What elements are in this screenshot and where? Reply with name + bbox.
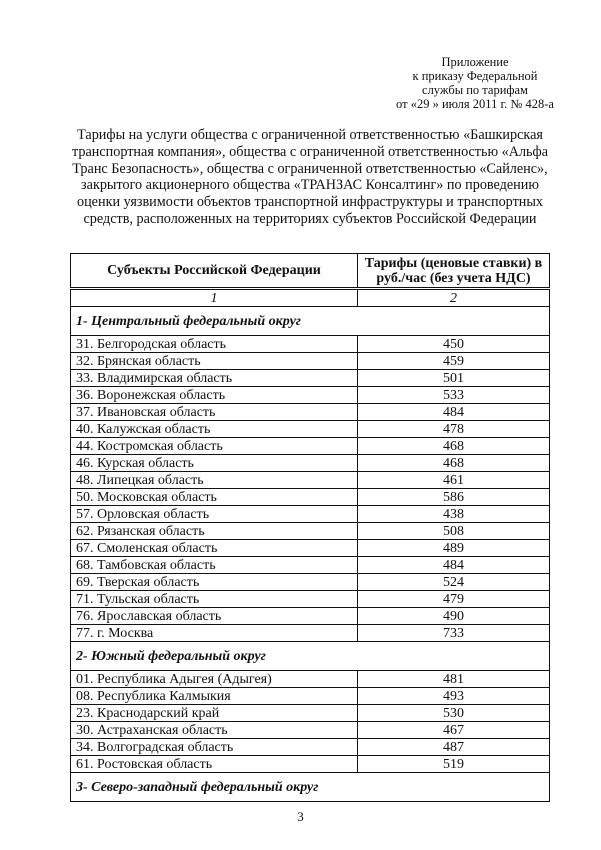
table-row	[71, 722, 550, 739]
tariff-value: 733	[358, 625, 550, 642]
tariff-value: 467	[358, 722, 550, 739]
region-name: 69. Тверская область	[71, 574, 358, 591]
tariff-value: 524	[358, 574, 550, 591]
tariff-value: 484	[358, 557, 550, 574]
section-header-row	[71, 642, 550, 671]
region-name: 01. Республика Адыгея (Адыгея)	[71, 671, 358, 688]
section-header-row	[71, 307, 550, 336]
region-name: 36. Воронежская область	[71, 387, 358, 404]
tariff-value: 493	[358, 688, 550, 705]
table-row	[71, 557, 550, 574]
document-title	[50, 127, 570, 228]
column-header-tariff: Тарифы (ценовые ставки) в руб./час (без учета НДС)	[358, 254, 550, 289]
tariff-value: 586	[358, 489, 550, 506]
tariff-value: 508	[358, 523, 550, 540]
region-name: 50. Московская область	[71, 489, 358, 506]
table-row	[71, 455, 550, 472]
appendix-line: Приложение	[441, 55, 509, 69]
table-row	[71, 523, 550, 540]
region-name: 31. Белгородская область	[71, 336, 358, 353]
tariff-value: 450	[358, 336, 550, 353]
tariff-value: 479	[358, 591, 550, 608]
table-row	[71, 353, 550, 370]
title-line: закрытого акционерного общества «ТРАНЗАС Консалтинг» по проведению	[81, 177, 539, 194]
table-row	[71, 591, 550, 608]
table-row	[71, 336, 550, 353]
appendix-line: к приказу Федеральной	[412, 69, 538, 83]
table-row	[71, 739, 550, 756]
table-row	[71, 756, 550, 773]
tariff-value: 459	[358, 353, 550, 370]
section-header-row	[71, 773, 550, 802]
appendix-line: от «29 » июля 2011 г. № 428-а	[396, 97, 554, 111]
tariff-value: 487	[358, 739, 550, 756]
region-name: 37. Ивановская область	[71, 404, 358, 421]
table-row	[71, 574, 550, 591]
region-name: 48. Липецкая область	[71, 472, 358, 489]
section-title: 1- Центральный федеральный округ	[71, 307, 550, 336]
page-number: 3	[297, 809, 304, 824]
title-line: средств, расположенных на территориях субъектов Российской Федерации	[83, 210, 537, 227]
table-row	[71, 438, 550, 455]
tariff-value: 438	[358, 506, 550, 523]
title-line: транспортная компания», общества с ограниченной ответственностью «Альфа	[71, 143, 549, 160]
table-row	[71, 688, 550, 705]
table-row	[71, 421, 550, 438]
region-name: 76. Ярославская область	[71, 608, 358, 625]
table-row	[71, 671, 550, 688]
region-name: 61. Ростовская область	[71, 756, 358, 773]
region-name: 67. Смоленская область	[71, 540, 358, 557]
region-name: 40. Калужская область	[71, 421, 358, 438]
tariff-value: 481	[358, 671, 550, 688]
table-row	[71, 506, 550, 523]
region-name: 71. Тульская область	[71, 591, 358, 608]
column-number-row	[71, 289, 550, 307]
tariff-value: 533	[358, 387, 550, 404]
tariff-value: 484	[358, 404, 550, 421]
table-row	[71, 489, 550, 506]
table-row	[71, 404, 550, 421]
section-title: 3- Северо-западный федеральный округ	[71, 773, 550, 802]
region-name: 68. Тамбовская область	[71, 557, 358, 574]
appendix-line: службы по тарифам	[422, 83, 528, 97]
tariff-value: 489	[358, 540, 550, 557]
region-name: 23. Краснодарский край	[71, 705, 358, 722]
tariff-value: 519	[358, 756, 550, 773]
tariff-value: 468	[358, 455, 550, 472]
tariff-value: 490	[358, 608, 550, 625]
column-number: 1	[71, 289, 358, 307]
table-row	[71, 472, 550, 489]
region-name: 32. Брянская область	[71, 353, 358, 370]
tariff-value: 530	[358, 705, 550, 722]
table-row	[71, 625, 550, 642]
column-header-region: Субъекты Российской Федерации	[71, 254, 358, 289]
region-name: 62. Рязанская область	[71, 523, 358, 540]
section-title: 2- Южный федеральный округ	[71, 642, 550, 671]
region-name: 44. Костромская область	[71, 438, 358, 455]
table-row	[71, 705, 550, 722]
table-row	[71, 608, 550, 625]
tariffs-table	[70, 253, 550, 802]
appendix-reference	[350, 55, 600, 111]
table-row	[71, 540, 550, 557]
tariff-value: 468	[358, 438, 550, 455]
column-number: 2	[358, 289, 550, 307]
table-row	[71, 387, 550, 404]
region-name: 30. Астраханская область	[71, 722, 358, 739]
region-name: 33. Владимирская область	[71, 370, 358, 387]
title-line: Тарифы на услуги общества с ограниченной ответственностью «Башкирская	[77, 127, 543, 143]
table-header-row	[71, 254, 550, 289]
tariff-value: 501	[358, 370, 550, 387]
region-name: 08. Республика Калмыкия	[71, 688, 358, 705]
title-line: оценки уязвимости объектов транспортной инфраструктуры и транспортных	[77, 194, 543, 211]
region-name: 57. Орловская область	[71, 506, 358, 523]
region-name: 77. г. Москва	[71, 625, 358, 642]
tariff-value: 461	[358, 472, 550, 489]
table-row	[71, 370, 550, 387]
region-name: 34. Волгоградская область	[71, 739, 358, 756]
title-line: Транс Безопасность», общества с ограниченной ответственностью «Сайленс»,	[72, 160, 548, 177]
tariff-value: 478	[358, 421, 550, 438]
region-name: 46. Курская область	[71, 455, 358, 472]
